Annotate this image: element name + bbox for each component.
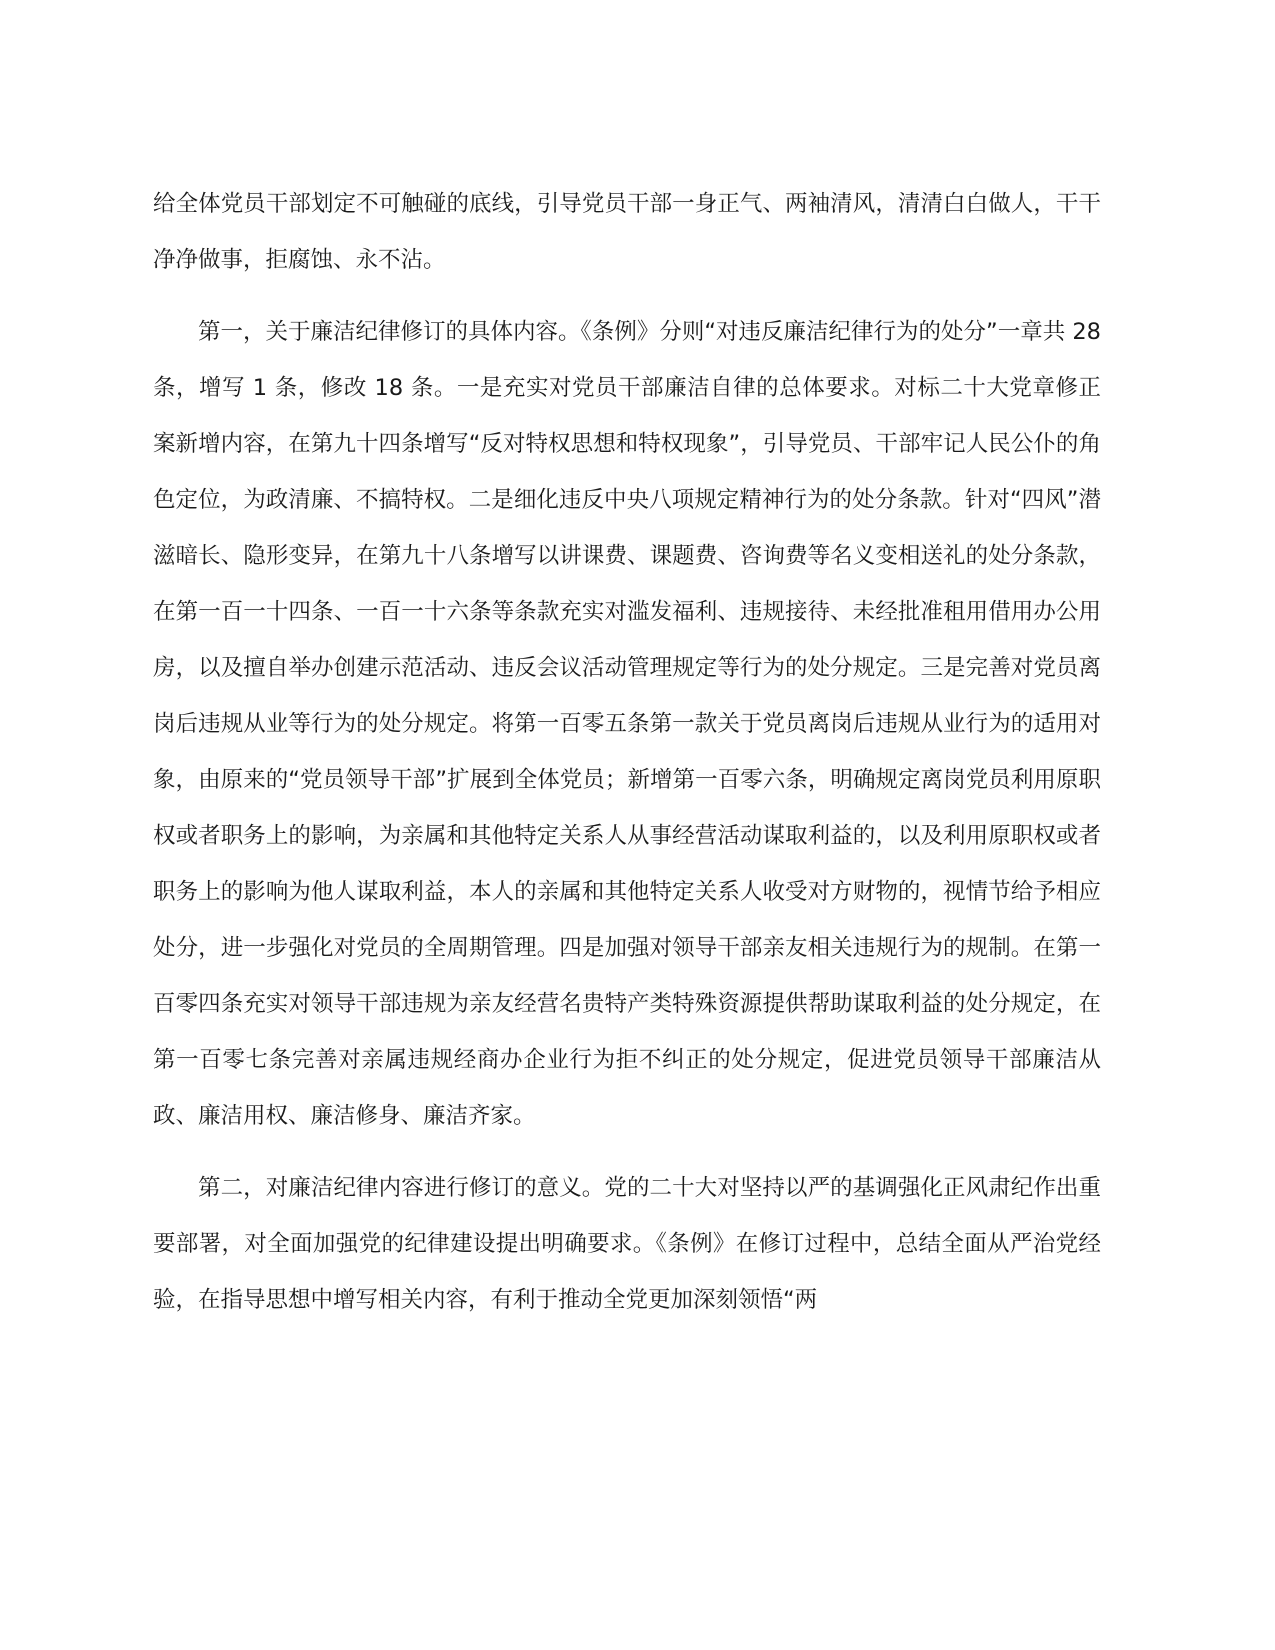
- paragraph-second-point: 第二，对廉洁纪律内容进行修订的意义。党的二十大对坚持以严的基调强化正风肃纪作出重要部署，对全面加强党的纪律建设提出明确要求。《条例》在修订过程中，总结全面从严治党经验，在指导思想中增写相关内容，有利于推动全党更加深刻领悟“两: [153, 1175, 1101, 1313]
- paragraph-continuation: 给全体党员干部划定不可触碰的底线，引导党员干部一身正气、两袖清风，清清白白做人，干干净净做事，拒腐蚀、永不沾。: [153, 191, 1101, 273]
- document-body: [153, 176, 1101, 1328]
- paragraph-first-point: 第一，关于廉洁纪律修订的具体内容。《条例》分则“对违反廉洁纪律行为的处分”一章共 28 条，增写 1 条，修改 18 条。一是充实对党员干部廉洁自律的总体要求。对标二十大党章修正案新增内容，在第九十四条增写“反对特权思想和特权现象”，引导党员、干部牢记人民公仆的角色定位，为政清廉、不搞特权。二是细化违反中央八项规定精神行为的处分条款。针对“四风”潜滋暗长、隐形变异，在第九十八条增写以讲课费、课题费、咨询费等名义变相送礼的处分条款，在第一百一十四条、一百一十六条等条款充实对滥发福利、违规接待、未经批准租用借用办公用房，以及擅自举办创建示范活动、违反会议活动管理规定等行为的处分规定。三是完善对党员离岗后违规从业等行为的处分规定。将第一百零五条第一款关于党员离岗后违规从业行为的适用对象，由原来的“党员领导干部”扩展到全体党员；新增第一百零六条，明确规定离岗党员利用原职权或者职务上的影响，为亲属和其他特定关系人从事经营活动谋取利益的，以及利用原职权或者职务上的影响为他人谋取利益，本人的亲属和其他特定关系人收受对方财物的，视情节给予相应处分，进一步强化对党员的全周期管理。四是加强对领导干部亲友相关违规行为的规制。在第一百零四条充实对领导干部违规为亲友经营名贵特产类特殊资源提供帮助谋取利益的处分规定，在第一百零七条完善对亲属违规经商办企业行为拒不纠正的处分规定，促进党员领导干部廉洁从政、廉洁用权、廉洁修身、廉洁齐家。: [153, 319, 1101, 1129]
